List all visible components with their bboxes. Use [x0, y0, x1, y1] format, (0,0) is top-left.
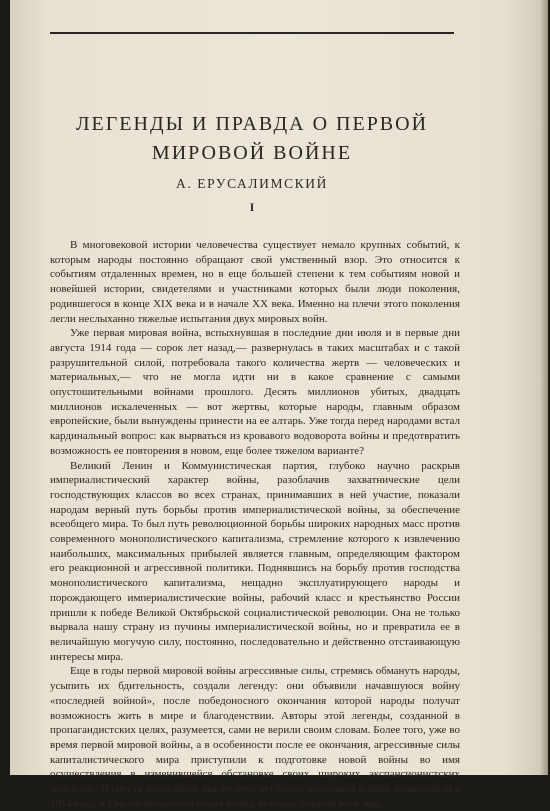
- title-line-1: ЛЕГЕНДЫ И ПРАВДА О ПЕРВОЙ: [75, 113, 429, 135]
- book-page: [10, 0, 548, 810]
- title-line-2: МИРОВОЙ ВОЙНЕ: [151, 142, 353, 164]
- section-number: I: [249, 200, 255, 214]
- article-body: [50, 238, 460, 811]
- paragraph-2: Уже первая мировая война, вспыхнувшая в последние дни июля и в первые дни августа 1914 года — сорок лет назад,— развернулась в таких масштабах и с такой разрушительной силой, потребовала такого количества жертв — человеческих и материальных,— что не могла идти ни в какое сравнение с самыми опустошительными войнами прошлого. Десять миллионов убитых, двадцать миллионов искалеченных — вот жертвы, которые народы, главным образом европейские, были вынуждены принести на ее алтарь. Уже тогда перед народами встал кардинальный вопрос: как вырваться из кровавого водоворота войны и предотвратить возможность ее повторения в новом, еще более тяжелом варианте?: [50, 327, 460, 457]
- paragraph-3: Великий Ленин и Коммунистическая партия, глубоко научно раскрыв империалистический характер войны, разоблачив захватнические цели господствующих классов во всех странах, принимавших в ней участие, показали народам верный путь борьбы против империалистической войны, за обеспечение всеобщего мира. То был путь революционной борьбы широких народных масс против современного монополистического капитализма, стремление которого к извлечению наибольших, максимальных прибылей является главным, определяющим фактором его реакционной и агрессивной политики. Поднявшись на борьбу против господства монополистического капитализма, нещадно эксплуатирующего народы и порождающего империалистические войны, рабочий класс и крестьянство России пришли к победе Великой Октябрьской социалистической революции. Она не только вырвала нашу страну из пучины империалистической войны, но и превратила ее в величайшую могучую силу, постоянно, последовательно и действенно отстаивающую интересы мира.: [50, 459, 460, 663]
- page-edge-shadow: [540, 0, 548, 775]
- header-rule: [50, 32, 454, 34]
- paragraph-4: Еще в годы первой мировой войны агрессивные силы, стремясь обмануть народы, усыпить их бдительность, создали легенду: они объявили начавшуюся войну «последней войной», после победоносного окончания которой народы получат возможность жить в мире и благоденствии. Авторы этой легенды, созданной в пропагандистских целях, разумеется, сами не верили своим словам. Более того, уже во время первой мировой войны, а в особенности после ее окончания, агрессивные силы капиталистического мира приступили к подготовке новой войны во имя осуществления в изменившейся обстановке своих широких экспансионистских замыслов. И спустя всего лишь два десятка лет после окончания войны, развязанной в 1914 году, в Европе вспыхнула новая война, которая, охватив весь мир,: [50, 665, 460, 810]
- author-name: А. ЕРУСАЛИМСКИЙ: [176, 176, 328, 191]
- paragraph-1: В многовековой истории человечества существует немало крупных событий, к которым народы постоянно обращают свой умственный взор. Это относится к событиям отдаленных времен, но в еще большей степени к тем событиям новой и новейшей истории, свидетелями и участниками которых были люди поколения, родившегося в конце XIX века и в начале XX века. Именно на плечи этого поколения легли неслыханно тяжелые испытания двух мировых войн.: [50, 239, 460, 325]
- article-title: [50, 110, 454, 168]
